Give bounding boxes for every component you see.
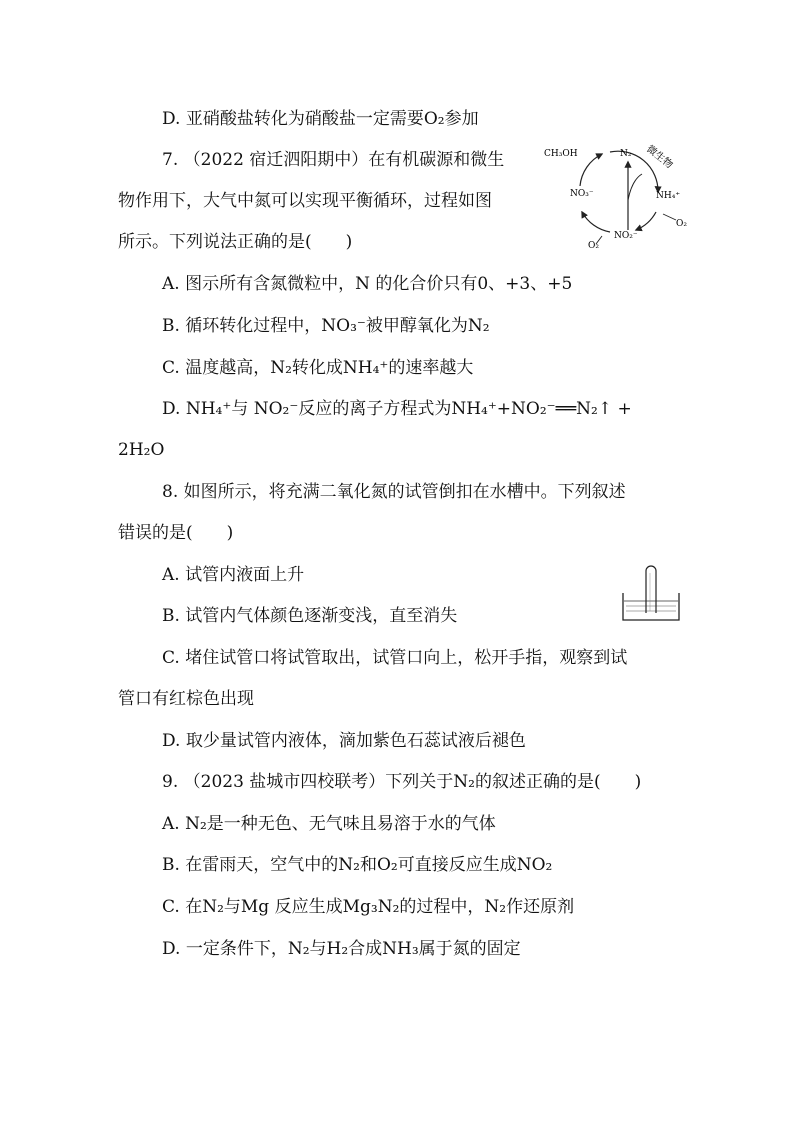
- label-n2: N₂: [620, 149, 632, 159]
- option-9b: B. 在雷雨天，空气中的N₂和O₂可直接反应生成NO₂: [162, 855, 553, 875]
- option-8b: B. 试管内气体颜色逐渐变浅，直至消失: [162, 606, 458, 626]
- nitrogen-cycle-diagram: [540, 140, 700, 250]
- label-o2-right: O₂: [676, 219, 687, 229]
- label-no2: NO₂⁻: [614, 231, 638, 241]
- option-8c-cont: 管口有红棕色出现: [118, 689, 254, 709]
- option-8d: D. 取少量试管内液体，滴加紫色石蕊试液后褪色: [162, 731, 526, 751]
- label-no3: NO₃⁻: [570, 189, 594, 199]
- question-9-stem: 9. （2023 盐城市四校联考）下列关于N₂的叙述正确的是( ): [162, 772, 642, 792]
- option-6d: D. 亚硝酸盐转化为硝酸盐一定需要O₂参加: [162, 109, 479, 129]
- label-ch3oh: CH₃OH: [544, 149, 578, 159]
- option-8a: A. 试管内液面上升: [162, 565, 305, 585]
- question-8-stem-2: 错误的是( ): [118, 523, 234, 543]
- question-7-stem-2: 物作用下，大气中氮可以实现平衡循环，过程如图: [118, 191, 492, 211]
- label-nh4: NH₄⁺: [656, 191, 681, 201]
- label-microbe: 微生物: [644, 143, 675, 171]
- test-tube-trough-diagram: [620, 563, 682, 623]
- label-o2-bottom: O₂: [588, 241, 599, 250]
- option-9d: D. 一定条件下，N₂与H₂合成NH₃属于氮的固定: [162, 939, 521, 959]
- option-7c: C. 温度越高，N₂转化成NH₄⁺的速率越大: [162, 358, 474, 378]
- option-8c: C. 堵住试管口将试管取出，试管口向上，松开手指，观察到试: [162, 648, 628, 668]
- option-7d: D. NH₄⁺与 NO₂⁻反应的离子方程式为NH₄⁺+NO₂⁻══N₂↑ +: [162, 399, 632, 419]
- option-9a: A. N₂是一种无色、无气味且易溶于水的气体: [162, 814, 496, 834]
- option-7a: A. 图示所有含氮微粒中，N 的化合价只有0、+3、+5: [162, 274, 573, 294]
- question-8-stem-1: 8. 如图所示，将充满二氧化氮的试管倒扣在水槽中。下列叙述: [162, 482, 626, 502]
- question-7-stem-1: 7. （2022 宿迁泗阳期中）在有机碳源和微生: [162, 150, 505, 170]
- option-7b: B. 循环转化过程中，NO₃⁻被甲醇氧化为N₂: [162, 316, 490, 336]
- option-7d-cont: 2H₂O: [118, 440, 165, 460]
- question-7-stem-3: 所示。下列说法正确的是( ): [118, 232, 353, 252]
- option-9c: C. 在N₂与Mg 反应生成Mg₃N₂的过程中，N₂作还原剂: [162, 897, 575, 917]
